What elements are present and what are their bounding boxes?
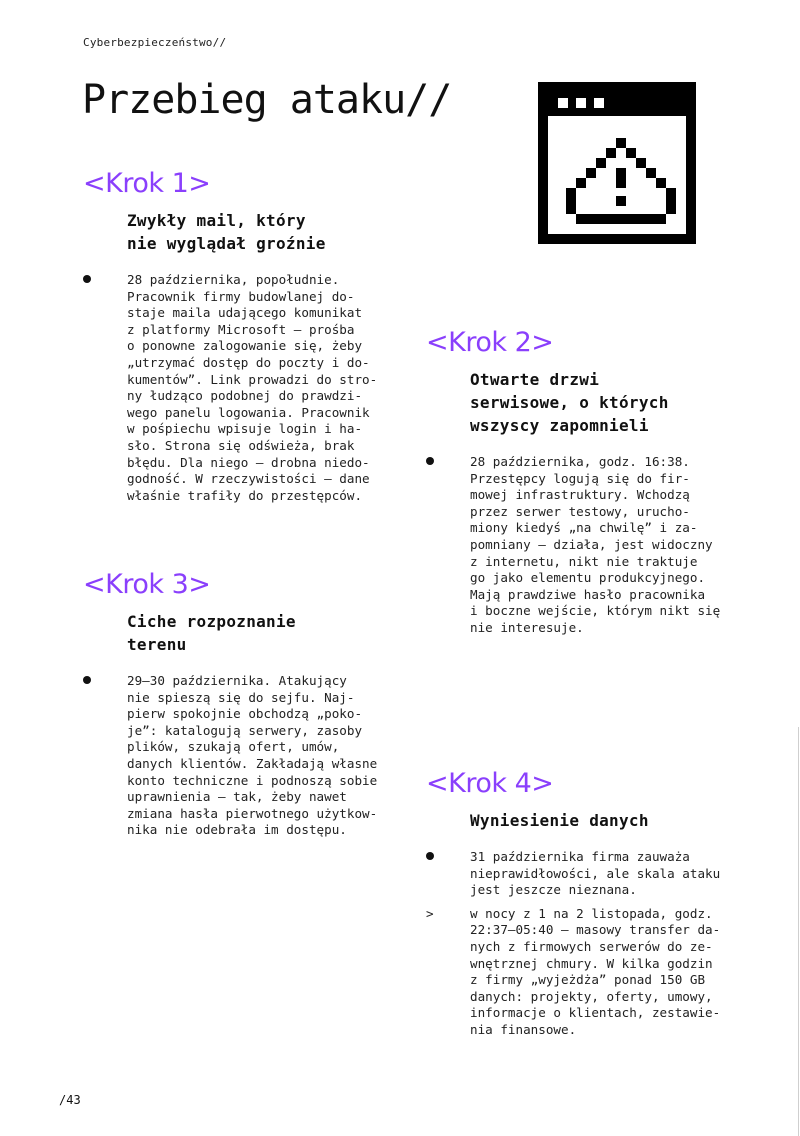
bullet-dot-icon (83, 676, 91, 684)
step-2-title: Otwarte drzwi serwisowe, o których wszyscy zapomnieli (470, 370, 669, 435)
bullet-text: 28 października, godz. 16:38. Przestępcy logują się do fir- mowej infrastruktury. Wchodzą przez serwer testowy, urucho- miony kiedyś „na chwilę” i za- pomniany – działa, jest widoczny z internetu, nikt nie traktuje go jako elementu produkcyjnego. Mają prawdziwe hasło pracownika i boczne wejście, którym nikt się nie interesuje. (470, 454, 721, 635)
bullet-text: 29–30 października. Atakujący nie spieszą się do sejfu. Naj- pierw spokojnie obchodzą „poko- je”: katalogują serwery, zasoby plików, szukają ofert, umów, danych klientów. Zakładają własne konto techniczne i podnoszą sobie uprawnienia – tak, żeby nawet zmiana hasła pierwotnego użytkow- nika nie odebrała im dostępu. (127, 673, 378, 838)
step-2 (426, 326, 746, 637)
step-4 (426, 767, 746, 1039)
list-item (426, 849, 746, 899)
step-4-label: <Krok 4> (426, 768, 554, 799)
browser-window-warning-icon (538, 82, 696, 244)
list-item (83, 272, 383, 504)
bullet-dot-icon (426, 457, 434, 465)
step-1-title: Zwykły mail, który nie wyglądał groźnie (127, 211, 326, 253)
breadcrumb: Cyberbezpieczeństwo// (83, 36, 227, 49)
step-1 (83, 167, 383, 504)
bullet-text: 28 października, popołudnie. Pracownik firmy budowlanej do- staje maila udającego komunikat z platformy Microsoft – prośba o ponowne zalogowanie się, żeby „utrzymać dostęp do poczty i do- kumentów”. Link prowadzi do stro- ny łudząco podobnej do prawdzi- wego panelu logowania. Pracownik w pośpiechu wpisuje login i ha- sło. Strona się odświeża, brak błędu. Dla niego – drobna niedo- godność. W rzeczywistości – dane właśnie trafiły do przestępców. (127, 272, 378, 503)
step-4-bullets (426, 849, 746, 1039)
step-2-bullets (426, 454, 746, 637)
step-1-label: <Krok 1> (83, 168, 211, 199)
step-3 (83, 568, 393, 839)
step-3-label: <Krok 3> (83, 569, 211, 600)
list-item (426, 906, 746, 1039)
step-1-bullets (83, 272, 383, 504)
bullet-text: 31 października firma zauważa nieprawidłowości, ale skala ataku jest jeszcze nieznana. (470, 849, 721, 898)
bullet-dot-icon (83, 275, 91, 283)
step-2-label: <Krok 2> (426, 327, 554, 358)
page-edge-divider (798, 727, 799, 1136)
list-item (426, 454, 746, 637)
page-title: Przebieg ataku// (82, 77, 452, 123)
list-item (83, 673, 393, 839)
page-number: /43 (59, 1093, 81, 1107)
bullet-dot-icon (426, 852, 434, 860)
arrow-bullet-icon: > (426, 905, 434, 921)
step-3-bullets (83, 673, 393, 839)
step-3-title: Ciche rozpoznanie terenu (127, 612, 296, 654)
bullet-text: w nocy z 1 na 2 listopada, godz. 22:37–05:40 – masowy transfer da- nych z firmowych serwerów do ze- wnętrznej chmury. W kilka godzin z firmy „wyjeżdża” ponad 150 GB danych: projekty, oferty, umowy, informacje o klientach, zestawie- nia finansowe. (470, 905, 721, 1037)
step-4-title: Wyniesienie danych (470, 811, 649, 830)
